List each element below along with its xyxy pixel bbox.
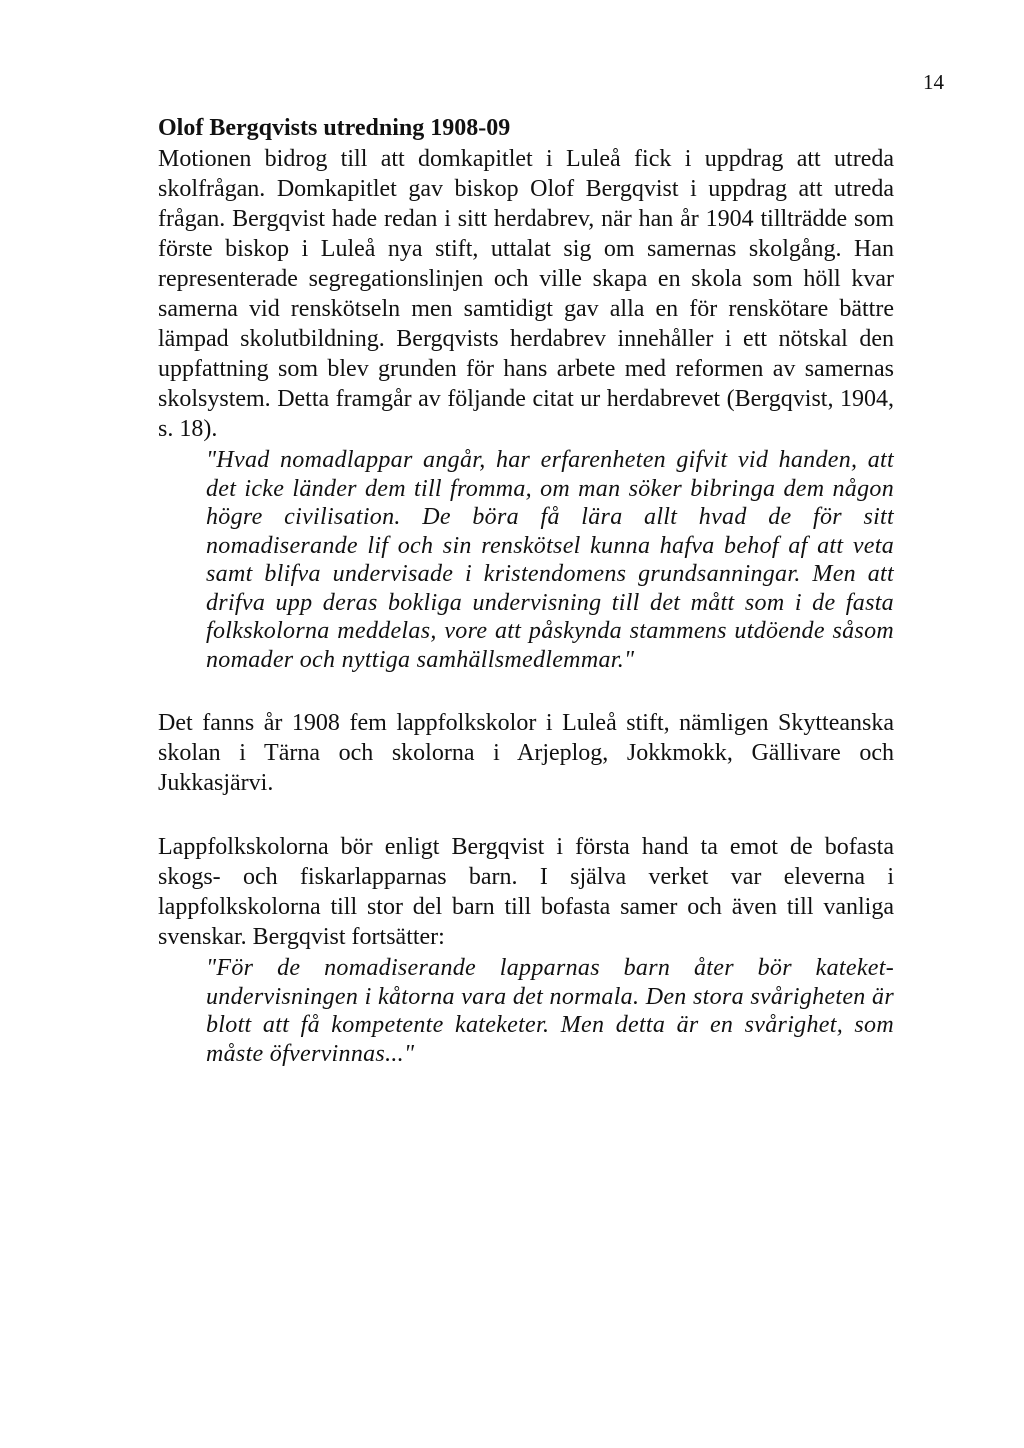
quote-kateket: "För de nomadiserande lapparnas barn åter bör kateket-undervisningen i kåtorna vara det normala. Den stora svårigheten är blott att få kompetente kateketer. Men detta är en svårighet, som måste öfvervinnas..." (206, 955, 894, 1067)
section-heading: Olof Bergqvists utredning 1908-09 (158, 115, 511, 141)
paragraph-lappfolkskolor: Det fanns år 1908 fem lappfolkskolor i Luleå stift, nämligen Skytteanska skolan i Tärna och skolorna i Arjeplog, Jokkmokk, Gällivare och Jukkasjärvi. (158, 710, 894, 796)
document-body (158, 112, 894, 1068)
paragraph-bofasta: Lappfolkskolorna bör enligt Bergqvist i första hand ta emot de bofasta skogs- och fiskarlapparnas barn. I själva verket var eleverna i lappfolkskolorna till stor del barn till bofasta samer och även till vanliga svenskar. Bergqvist fortsätter: (158, 834, 894, 950)
page-number: 14 (923, 70, 944, 94)
quote-herdabrev: "Hvad nomadlappar angår, har erfarenheten gifvit vid handen, att det icke länder dem till fromma, om man söker bibringa dem någon högre civilisation. De böra få lära allt hvad de för sitt nomadiserande lif och sin renskötsel kunna hafva behof af att veta samt blifva undervisade i kristendomens grundsanningar. Men att drifva upp deras bokliga undervisning till det mått som i de fasta folkskolorna meddelas, vore att påskynda stammens utdöende såsom nomader och nyttiga samhällsmedlemmar." (206, 447, 894, 673)
paragraph-motion: Motionen bidrog till att domkapitlet i Luleå fick i uppdrag att utreda skolfrågan. Domkapitlet gav biskop Olof Bergqvist i uppdrag att utreda frågan. Bergqvist hade redan i sitt herdabrev, när han år 1904 tillträdde som förste biskop i Luleå nya stift, uttalat sig om samernas skolgång. Han representerade segregationslinjen och ville skapa en skola som höll kvar samerna vid renskötseln men samtidigt gav alla en för renskötare bättre lämpad skolutbildning. Bergqvists herdabrev innehåller i ett nötskal den uppfattning som blev grunden för hans arbete med reformen av samernas skolsystem. Detta framgår av följande citat ur herdabrevet (Bergqvist, 1904, s. 18). (158, 146, 894, 442)
